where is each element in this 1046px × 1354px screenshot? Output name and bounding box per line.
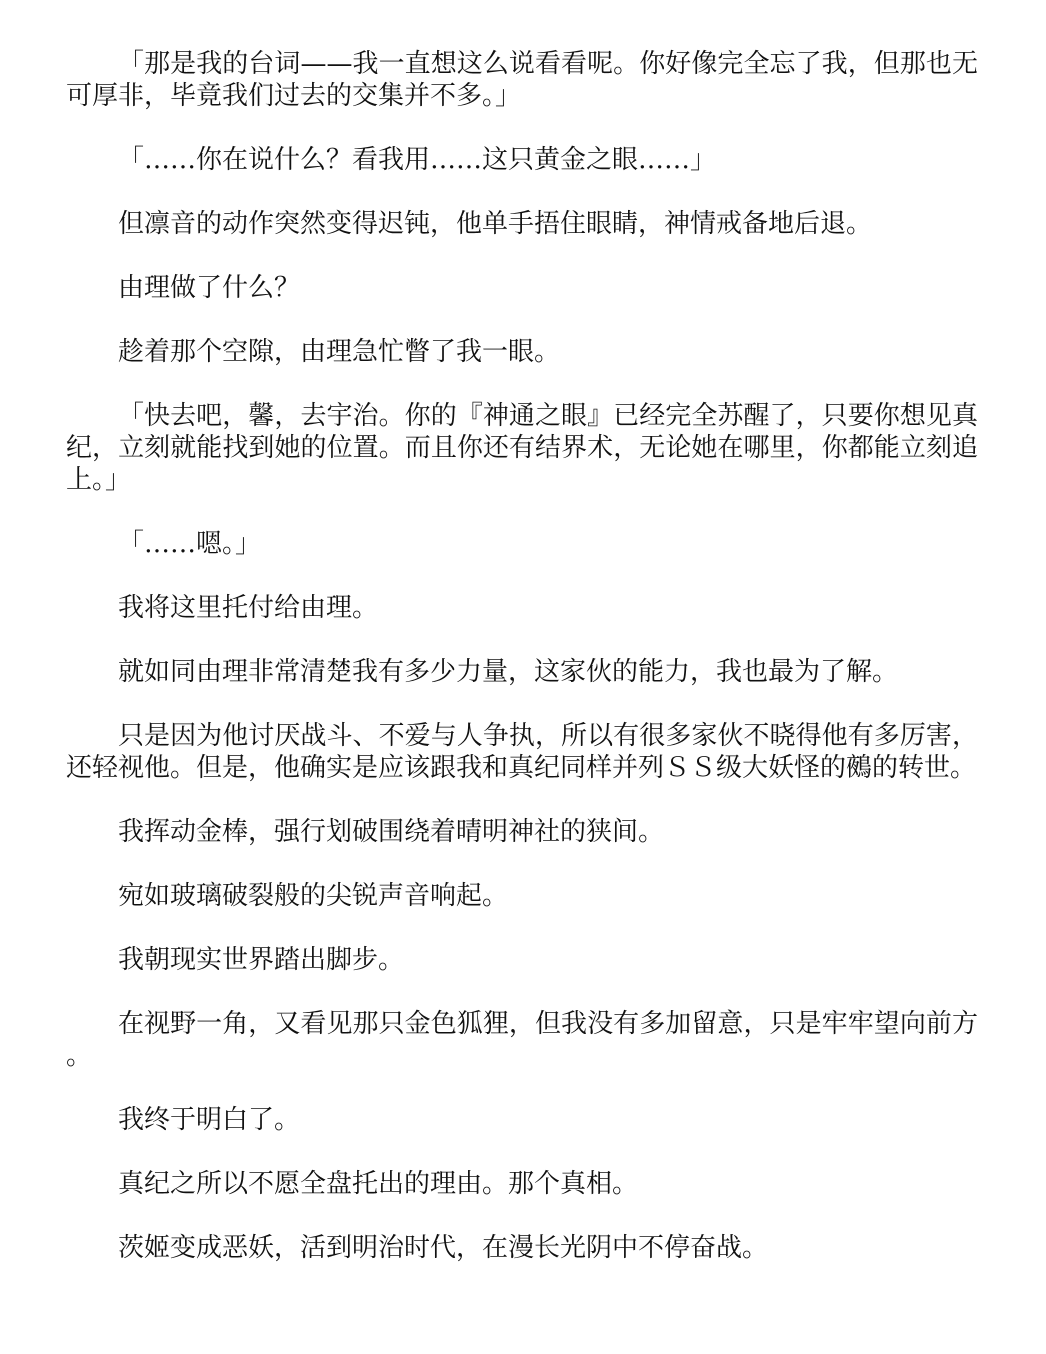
paragraph-8: 我将这里托付给由理。 [118, 593, 379, 623]
paragraph-12: 宛如玻璃破裂般的尖锐声音响起。 [118, 881, 509, 911]
paragraph-3: 但凛音的动作突然变得迟钝，他单手捂住眼睛，神情戒备地后退。 [118, 209, 873, 239]
paragraph-5: 趁着那个空隙，由理急忙瞥了我一眼。 [118, 337, 561, 367]
paragraph-4: 由理做了什么？ [118, 273, 301, 303]
paragraph-2: 「……你在说什么？看我用……这只黄金之眼……」 [118, 145, 717, 175]
paragraph-6: 「快去吧，馨，去宇治。你的『神通之眼』已经完全苏醒了，只要你想见真纪，立刻就能找到她的位置。而且你还有结界术，无论她在哪里，你都能立刻追上。」 [66, 401, 978, 495]
paragraph-13: 我朝现实世界踏出脚步。 [118, 945, 405, 975]
paragraph-1: 「那是我的台词——我一直想这么说看看呢。你好像完全忘了我，但那也无可厚非，毕竟我们过去的交集并不多。」 [66, 49, 978, 111]
document-page [66, 48, 978, 1296]
paragraph-11: 我挥动金棒，强行划破围绕着晴明神社的狭间。 [118, 817, 665, 847]
paragraph-9: 就如同由理非常清楚我有多少力量，这家伙的能力，我也最为了解。 [118, 657, 899, 687]
paragraph-14: 在视野一角，又看见那只金色狐狸，但我没有多加留意，只是牢牢望向前方。 [66, 1009, 978, 1071]
paragraph-15: 我终于明白了。 [118, 1105, 301, 1135]
paragraph-7: 「……嗯。」 [118, 529, 262, 559]
paragraph-10: 只是因为他讨厌战斗、不爱与人争执，所以有很多家伙不晓得他有多厉害，还轻视他。但是，他确实是应该跟我和真纪同样并列ＳＳ级大妖怪的鵺的转世。 [66, 721, 978, 783]
paragraph-16: 真纪之所以不愿全盘托出的理由。那个真相。 [118, 1169, 639, 1199]
paragraph-17: 茨姬变成恶妖，活到明治时代，在漫长光阴中不停奋战。 [118, 1233, 769, 1263]
